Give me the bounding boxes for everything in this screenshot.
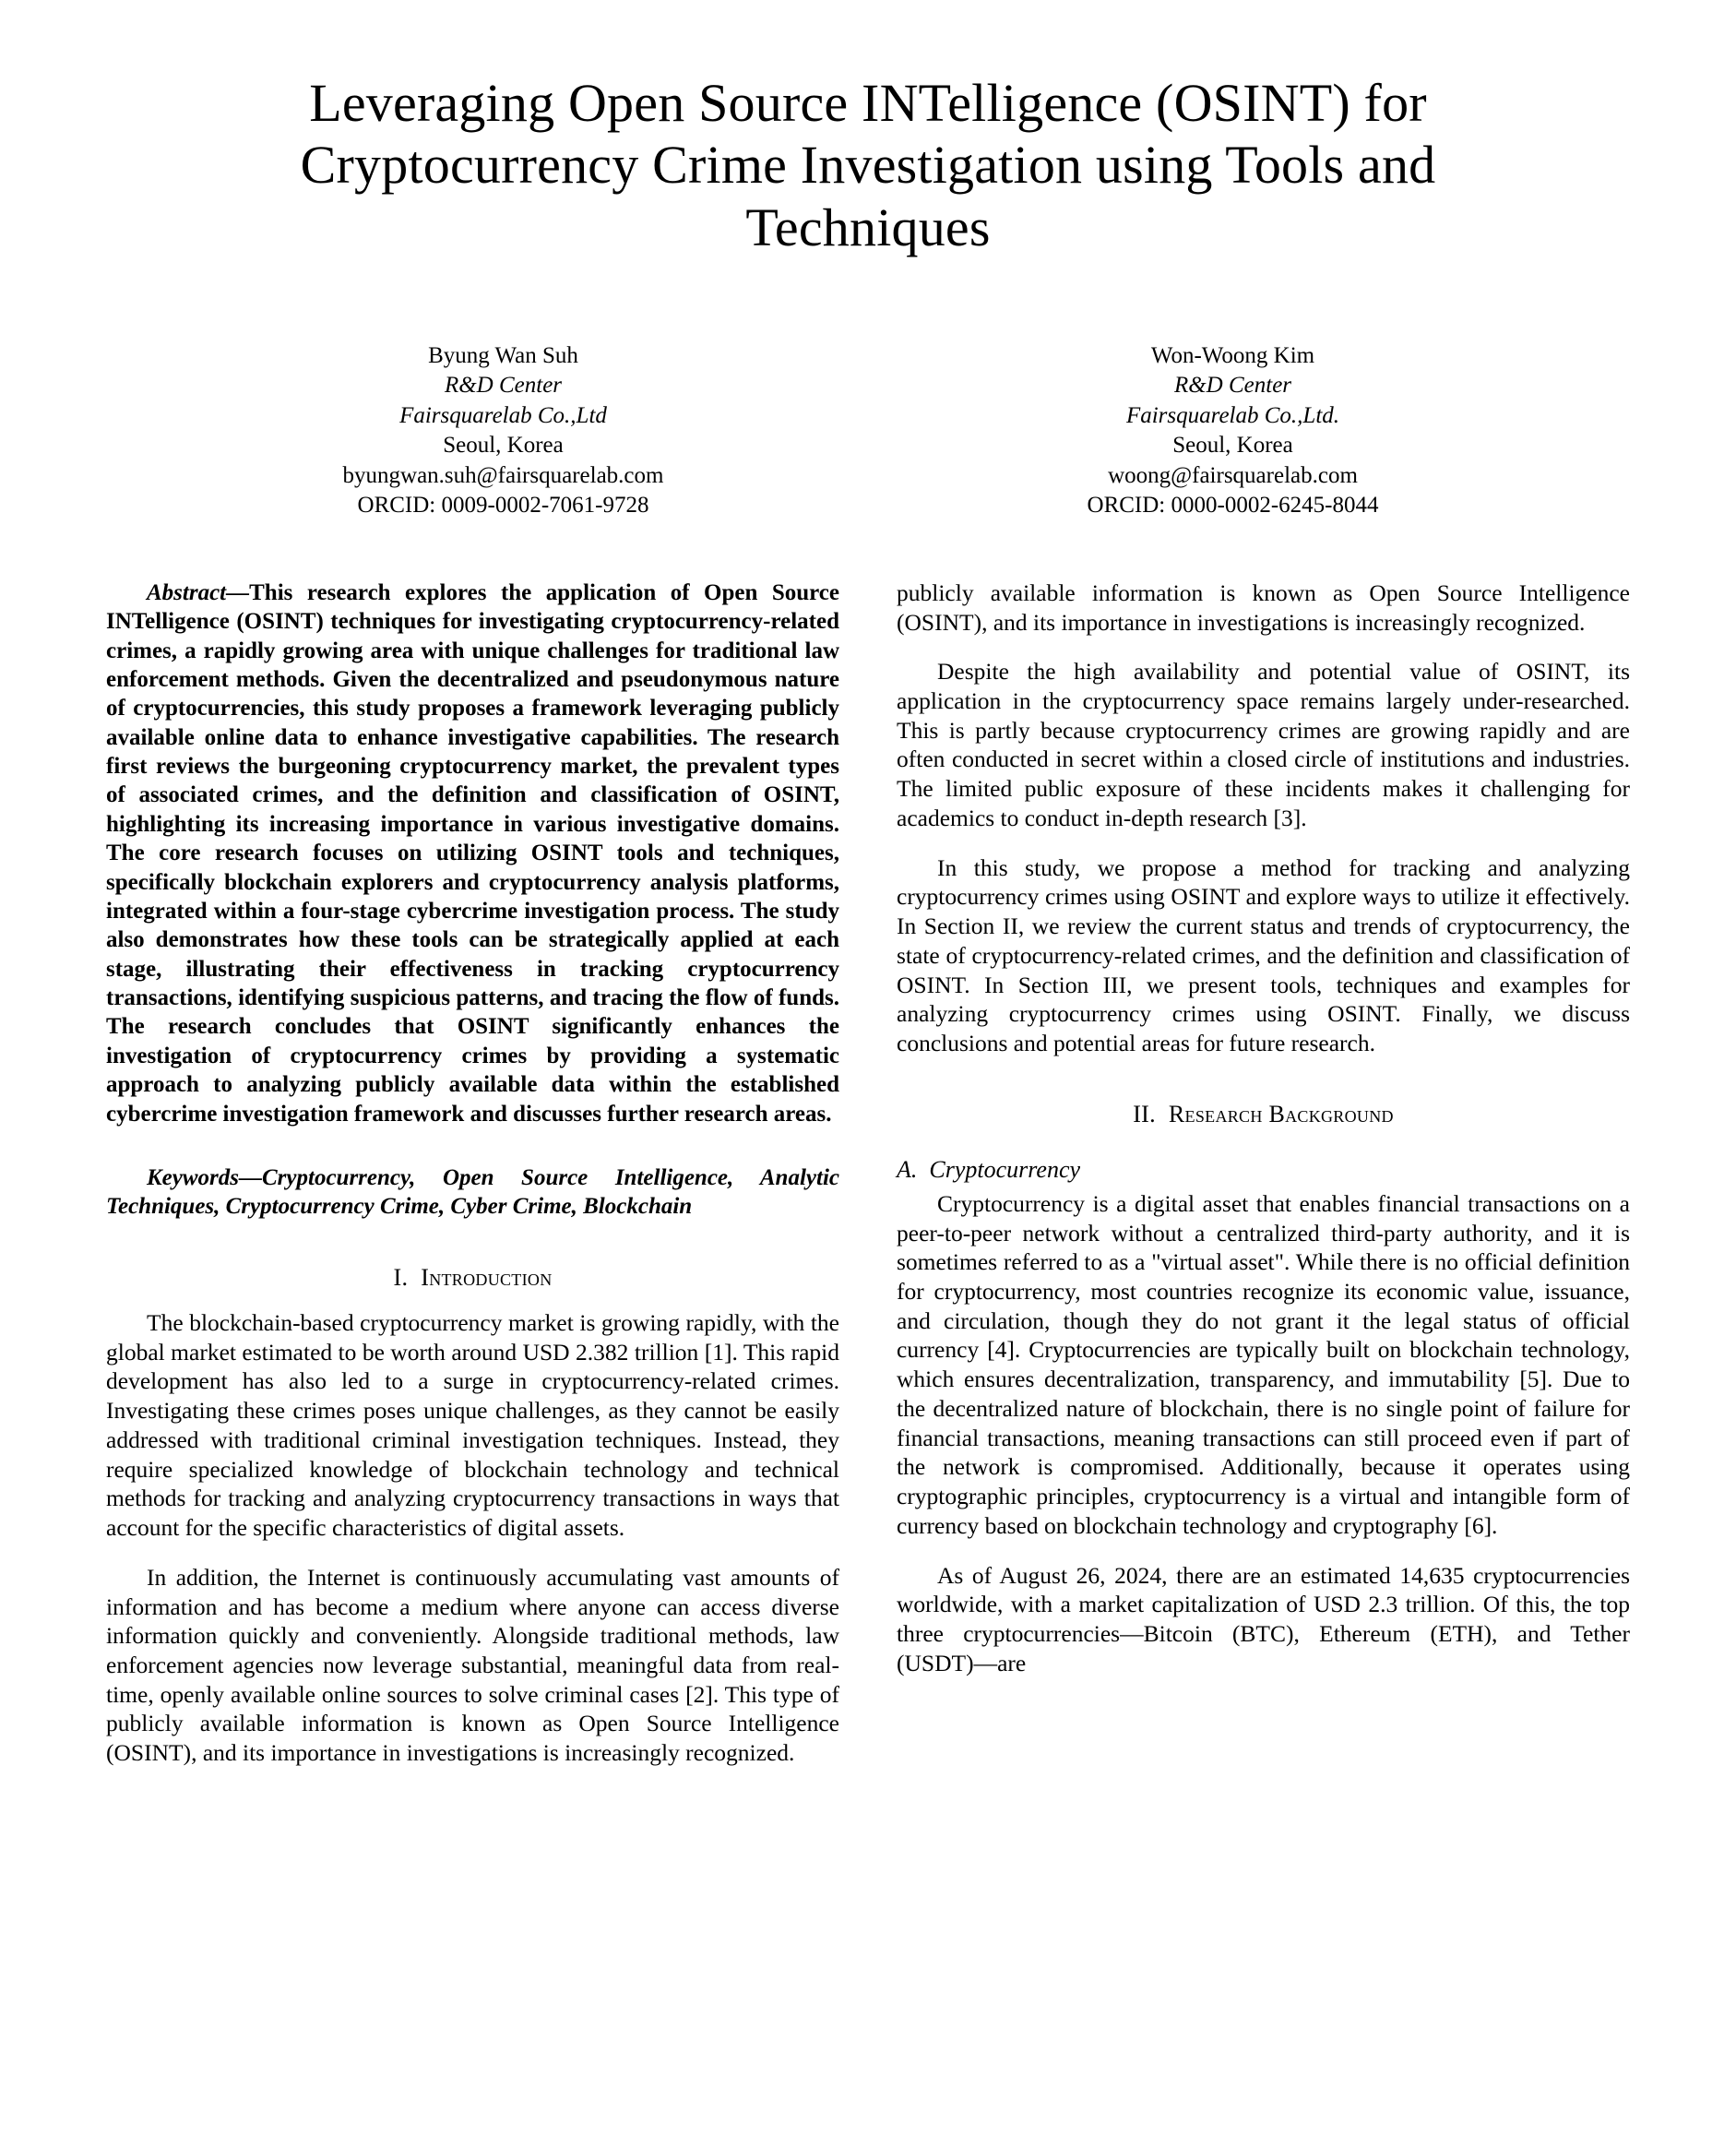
section-numeral: I. <box>393 1263 409 1291</box>
abstract-label: Abstract— <box>147 579 250 605</box>
keywords-label: Keywords— <box>147 1164 262 1190</box>
author-orcid: ORCID: 0009-0002-7061-9728 <box>357 493 649 519</box>
paragraph: Cryptocurrency is a digital asset that enables financial transactions on a peer-to-peer network without a centralized third-party authority, and it is sometimes referred to as a "virtual asset". While there is no official definition for cryptocurrency, most countries recognize its economic value, issuance, and circulation, though they do not grant it the legal status of official currency [4]. Cryptocurrencies are typically built on blockchain technology, which ensures decentralization, transparency, and immutability [5]. Due to the decentralized nature of blockchain, there is no single point of failure for financial transactions, meaning transactions can still proceed even if part of the network is compromised. Additionally, because it operates using cryptographic principles, cryptocurrency is a virtual and intangible form of currency based on blockchain technology and cryptography [6]. <box>897 1189 1630 1539</box>
paragraph: The blockchain-based cryptocurrency market is growing rapidly, with the global market estimated to be worth around USD 2.382 trillion [1]. This rapid development has also led to a surge in cryptocurrency-related crimes. Investigating these crimes poses unique challenges, as they cannot be easily addressed with traditional criminal investigation techniques. Instead, they require specialized knowledge of blockchain technology and technical methods for tracking and analyzing cryptocurrency transactions in ways that account for the specific characteristics of digital assets. <box>106 1308 839 1542</box>
author-location: Seoul, Korea <box>443 433 564 459</box>
page-title <box>138 72 1598 258</box>
title-block <box>0 0 1736 258</box>
section-heading-introduction <box>106 1264 839 1292</box>
section-heading-research-background <box>897 1101 1630 1128</box>
author-name: Won-Woong Kim <box>1150 342 1315 368</box>
author-orcid: ORCID: 0000-0002-6245-8044 <box>1087 493 1379 519</box>
author-location: Seoul, Korea <box>1172 433 1293 459</box>
section-title: Introduction <box>421 1263 553 1291</box>
author-entry-1 <box>138 341 868 521</box>
author-email[interactable]: byungwan.suh@fairsquarelab.com <box>342 462 664 488</box>
subsection-title: Cryptocurrency <box>929 1155 1081 1183</box>
body-columns <box>0 578 1736 1768</box>
paragraph: In this study, we propose a method for tracking and analyzing cryptocurrency crimes using OSINT and explore ways to utilize it effectively. In Section II, we review the current status and trends of cryptocurrency, the state of cryptocurrency-related crimes, and the definition and classification of OSINT. In Section III, we present tools, techniques and examples for analyzing cryptocurrency crimes using OSINT. Finally, we discuss conclusions and potential areas for future research. <box>897 853 1630 1057</box>
subsection-heading-cryptocurrency <box>897 1156 1630 1184</box>
keywords-text: Cryptocurrency, Open Source Intelligence, Analytic Techniques, Cryptocurrency Crime, Cyber Crime, Blockchain <box>106 1164 839 1220</box>
paragraph: As of August 26, 2024, there are an estimated 14,635 cryptocurrencies worldwide, with a market capitalization of USD 2.3 trillion. Of this, the top three cryptocurrencies—Bitcoin (BTC), Ethereum (ETH), and Tether (USDT)—are <box>897 1561 1630 1676</box>
author-email[interactable]: woong@fairsquarelab.com <box>1108 462 1358 488</box>
author-organization: Fairsquarelab Co.,Ltd <box>399 402 607 428</box>
abstract-text: This research explores the application of Open Source INTelligence (OSINT) techniques for investigating cryptocurrency-related crimes, a rapidly growing area with unique challenges for traditional law enforcement methods. Given the decentralized and pseudonymous nature of cryptocurrencies, this study proposes a framework leveraging publicly available online data to enhance investigative capabilities. The research first reviews the burgeoning cryptocurrency market, the prevalent types of associated crimes, and the definition and classification of OSINT, highlighting its increasing importance in various investigative domains. The core research focuses on utilizing OSINT tools and techniques, specifically blockchain explorers and cryptocurrency analysis platforms, integrated within a four-stage cybercrime investigation process. The study also demonstrates how these tools can be strategically applied at each stage, illustrating their effectiveness in tracking cryptocurrency transactions, identifying suspicious patterns, and tracing the flow of funds. The research concludes that OSINT significantly enhances the investigation of cryptocurrency crimes by providing a systematic approach to analyzing publicly available data within the established cybercrime investigation framework and discusses further research areas. <box>106 579 839 1127</box>
title-line-3: Techniques <box>745 197 991 257</box>
subsection-letter: A. <box>897 1155 918 1183</box>
author-name: Byung Wan Suh <box>428 342 578 368</box>
author-organization: Fairsquarelab Co.,Ltd. <box>1125 402 1340 428</box>
column-right <box>897 578 1630 1768</box>
section-title: Research Background <box>1168 1100 1394 1127</box>
author-department: R&D Center <box>1173 373 1292 399</box>
author-department: R&D Center <box>444 373 563 399</box>
paragraph: Despite the high availability and potential value of OSINT, its application in the cryptocurrency space remains largely under-researched. This is partly because cryptocurrency crimes are growing rapidly and are often conducted in secret within a closed circle of institutions and industries. The limited public exposure of these incidents makes it challenging for academics to conduct in-depth research [3]. <box>897 658 1630 831</box>
keywords-paragraph <box>106 1163 839 1222</box>
section-numeral: II. <box>1133 1100 1156 1127</box>
paragraph-continued: publicly available information is known as Open Source Intelligence (OSINT), and its importance in investigations is increasingly recognized. <box>897 578 1630 636</box>
author-block <box>0 341 1736 521</box>
paragraph: In addition, the Internet is continuously accumulating vast amounts of information and has become a medium where anyone can access diverse information quickly and conveniently. Alongside traditional methods, law enforcement agencies now leverage substantial, meaningful data from real-time, openly available online sources to solve criminal cases [2]. This type of publicly available information is known as Open Source Intelligence (OSINT), and its importance in investigations is increasingly recognized. <box>106 1563 839 1767</box>
column-left <box>106 578 839 1768</box>
author-entry-2 <box>868 341 1598 521</box>
abstract-paragraph <box>106 578 839 1128</box>
title-line-1: Leveraging Open Source INTelligence (OSINT) for <box>309 73 1427 133</box>
title-line-2: Cryptocurrency Crime Investigation using Tools and <box>300 135 1436 196</box>
